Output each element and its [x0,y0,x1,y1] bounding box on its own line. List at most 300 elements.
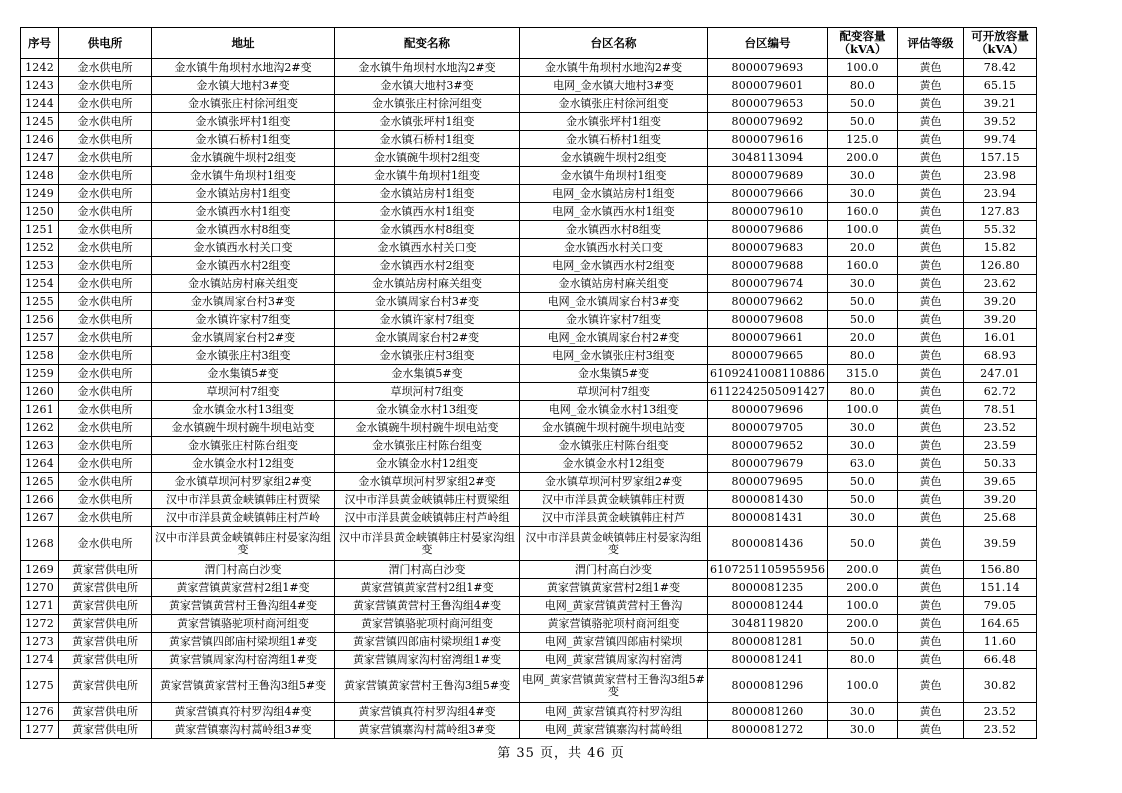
cell-index: 1272 [21,615,59,633]
cell-open-capacity: 23.52 [964,703,1037,721]
table-row [21,491,1037,509]
cell-open-capacity: 50.33 [964,455,1037,473]
cell-address: 黄家营镇黄营村王鲁沟组4#变 [152,597,335,615]
cell-open-capacity: 39.20 [964,491,1037,509]
cell-open-capacity: 99.74 [964,131,1037,149]
cell-area-code: 8000079662 [708,293,828,311]
cell-transformer-name: 金水镇张坪村1组变 [335,113,520,131]
cell-index: 1247 [21,149,59,167]
cell-index: 1268 [21,527,59,561]
table-row [21,275,1037,293]
cell-capacity: 30.0 [828,167,898,185]
cell-station: 金水供电所 [59,59,152,77]
cell-capacity: 100.0 [828,597,898,615]
cell-area-name: 金水镇牛角坝村1组变 [520,167,708,185]
cell-index: 1254 [21,275,59,293]
table-row [21,703,1037,721]
cell-rating: 黄色 [898,455,964,473]
cell-station: 金水供电所 [59,491,152,509]
cell-capacity: 100.0 [828,669,898,703]
table-row [21,597,1037,615]
cell-area-code: 8000079683 [708,239,828,257]
cell-area-name: 金水镇碗牛坝村碗牛坝电站变 [520,419,708,437]
cell-index: 1260 [21,383,59,401]
table-row [21,527,1037,561]
cell-rating: 黄色 [898,437,964,455]
cell-capacity: 63.0 [828,455,898,473]
cell-area-name: 汉中市洋县黄金峡镇韩庄村晏家沟组变 [520,527,708,561]
cell-address: 金水镇西水村关口变 [152,239,335,257]
cell-rating: 黄色 [898,473,964,491]
header-transformer-name: 配变名称 [335,28,520,59]
table-body [21,59,1037,739]
table-row [21,561,1037,579]
cell-transformer-name: 金水镇站房村麻关组变 [335,275,520,293]
cell-index: 1275 [21,669,59,703]
header-rating: 评估等级 [898,28,964,59]
cell-capacity: 20.0 [828,239,898,257]
cell-area-name: 电网_黄家营镇黄营村王鲁沟 [520,597,708,615]
cell-station: 黄家营供电所 [59,561,152,579]
cell-address: 金水镇碗牛坝村碗牛坝电站变 [152,419,335,437]
cell-area-code: 8000081296 [708,669,828,703]
cell-station: 金水供电所 [59,311,152,329]
cell-open-capacity: 16.01 [964,329,1037,347]
cell-area-code: 6107251105955956 [708,561,828,579]
cell-open-capacity: 66.48 [964,651,1037,669]
cell-address: 金水镇张庄村3组变 [152,347,335,365]
cell-open-capacity: 62.72 [964,383,1037,401]
cell-transformer-name: 金水镇牛角坝村1组变 [335,167,520,185]
cell-open-capacity: 127.83 [964,203,1037,221]
cell-index: 1252 [21,239,59,257]
cell-address: 汉中市洋县黄金峡镇韩庄村芦岭 [152,509,335,527]
cell-area-code: 3048119820 [708,615,828,633]
cell-address: 金水镇站房村1组变 [152,185,335,203]
table-row [21,579,1037,597]
table-row [21,131,1037,149]
cell-transformer-name: 汉中市洋县黄金峡镇韩庄村芦岭组 [335,509,520,527]
table-row [21,455,1037,473]
cell-station: 金水供电所 [59,113,152,131]
cell-area-code: 8000079696 [708,401,828,419]
cell-index: 1263 [21,437,59,455]
cell-area-name: 电网_金水镇张庄村3组变 [520,347,708,365]
cell-area-name: 电网_黄家营镇真符村罗沟组 [520,703,708,721]
cell-rating: 黄色 [898,669,964,703]
table-row [21,239,1037,257]
cell-index: 1245 [21,113,59,131]
cell-transformer-name: 黄家营镇黄营村王鲁沟组4#变 [335,597,520,615]
cell-open-capacity: 30.82 [964,669,1037,703]
cell-open-capacity: 23.59 [964,437,1037,455]
cell-rating: 黄色 [898,95,964,113]
cell-area-name: 金水镇草坝河村罗家组2#变 [520,473,708,491]
table-row [21,347,1037,365]
cell-station: 黄家营供电所 [59,579,152,597]
table-row [21,77,1037,95]
cell-rating: 黄色 [898,561,964,579]
table-row [21,185,1037,203]
table-row [21,113,1037,131]
cell-capacity: 80.0 [828,347,898,365]
cell-address: 金水镇大地村3#变 [152,77,335,95]
header-address: 地址 [152,28,335,59]
cell-open-capacity: 23.94 [964,185,1037,203]
cell-address: 汉中市洋县黄金峡镇韩庄村贾梁 [152,491,335,509]
cell-index: 1258 [21,347,59,365]
table-row [21,633,1037,651]
cell-capacity: 315.0 [828,365,898,383]
cell-area-code: 8000081436 [708,527,828,561]
cell-capacity: 200.0 [828,579,898,597]
cell-rating: 黄色 [898,257,964,275]
cell-address: 金水镇牛角坝村1组变 [152,167,335,185]
cell-area-name: 黄家营镇黄家营村2组1#变 [520,579,708,597]
cell-capacity: 80.0 [828,77,898,95]
cell-index: 1255 [21,293,59,311]
cell-rating: 黄色 [898,239,964,257]
cell-open-capacity: 164.65 [964,615,1037,633]
cell-index: 1276 [21,703,59,721]
cell-rating: 黄色 [898,651,964,669]
cell-area-name: 金水镇许家村7组变 [520,311,708,329]
cell-area-code: 8000081430 [708,491,828,509]
cell-area-code: 8000079653 [708,95,828,113]
cell-station: 黄家营供电所 [59,615,152,633]
cell-index: 1246 [21,131,59,149]
cell-open-capacity: 23.98 [964,167,1037,185]
cell-area-name: 金水镇牛角坝村水地沟2#变 [520,59,708,77]
cell-transformer-name: 黄家营镇寨沟村蒿岭组3#变 [335,721,520,739]
cell-index: 1243 [21,77,59,95]
cell-transformer-name: 金水镇草坝河村罗家组2#变 [335,473,520,491]
cell-area-name: 电网_黄家营镇四郎庙村梁坝 [520,633,708,651]
table-row [21,293,1037,311]
cell-capacity: 50.0 [828,95,898,113]
cell-area-name: 汉中市洋县黄金峡镇韩庄村芦 [520,509,708,527]
cell-area-name: 汉中市洋县黄金峡镇韩庄村贾 [520,491,708,509]
cell-capacity: 160.0 [828,203,898,221]
header-row [21,28,1037,59]
cell-capacity: 50.0 [828,491,898,509]
cell-address: 金水镇碗牛坝村2组变 [152,149,335,167]
cell-capacity: 50.0 [828,633,898,651]
cell-station: 金水供电所 [59,131,152,149]
cell-open-capacity: 55.32 [964,221,1037,239]
cell-capacity: 50.0 [828,293,898,311]
cell-area-name: 金水镇张庄村陈台组变 [520,437,708,455]
cell-area-name: 金水镇西水村8组变 [520,221,708,239]
cell-area-code: 8000079616 [708,131,828,149]
cell-transformer-name: 黄家营镇黄家营村王鲁沟3组5#变 [335,669,520,703]
cell-station: 黄家营供电所 [59,633,152,651]
cell-transformer-name: 金水镇碗牛坝村2组变 [335,149,520,167]
cell-rating: 黄色 [898,167,964,185]
cell-address: 黄家营镇黄家营村王鲁沟3组5#变 [152,669,335,703]
cell-area-name: 金水镇石桥村1组变 [520,131,708,149]
cell-index: 1262 [21,419,59,437]
table-row [21,383,1037,401]
cell-transformer-name: 金水镇金水村13组变 [335,401,520,419]
cell-station: 黄家营供电所 [59,597,152,615]
cell-transformer-name: 黄家营镇骆驼项村商河组变 [335,615,520,633]
cell-transformer-name: 金水镇金水村12组变 [335,455,520,473]
cell-rating: 黄色 [898,597,964,615]
cell-open-capacity: 23.52 [964,419,1037,437]
cell-address: 黄家营镇骆驼项村商河组变 [152,615,335,633]
cell-rating: 黄色 [898,615,964,633]
cell-index: 1253 [21,257,59,275]
cell-index: 1264 [21,455,59,473]
table-row [21,95,1037,113]
cell-rating: 黄色 [898,721,964,739]
cell-area-code: 8000081241 [708,651,828,669]
cell-area-name: 金水镇西水村关口变 [520,239,708,257]
cell-open-capacity: 79.05 [964,597,1037,615]
cell-capacity: 30.0 [828,721,898,739]
table-row [21,365,1037,383]
cell-address: 金水镇站房村麻关组变 [152,275,335,293]
cell-transformer-name: 黄家营镇真符村罗沟组4#变 [335,703,520,721]
cell-capacity: 80.0 [828,651,898,669]
cell-transformer-name: 黄家营镇周家沟村窑湾组1#变 [335,651,520,669]
capacity-table-sheet [20,27,1036,739]
cell-area-code: 8000079705 [708,419,828,437]
cell-address: 金水镇金水村13组变 [152,401,335,419]
cell-open-capacity: 65.15 [964,77,1037,95]
cell-transformer-name: 金水镇西水村关口变 [335,239,520,257]
cell-area-code: 8000079661 [708,329,828,347]
cell-transformer-name: 渭门村高白沙变 [335,561,520,579]
cell-capacity: 200.0 [828,615,898,633]
header-index: 序号 [21,28,59,59]
cell-address: 金水镇西水村1组变 [152,203,335,221]
cell-station: 金水供电所 [59,419,152,437]
cell-index: 1244 [21,95,59,113]
cell-station: 金水供电所 [59,473,152,491]
cell-transformer-name: 金水集镇5#变 [335,365,520,383]
cell-open-capacity: 157.15 [964,149,1037,167]
table-row [21,401,1037,419]
cell-station: 金水供电所 [59,455,152,473]
cell-open-capacity: 247.01 [964,365,1037,383]
cell-index: 1250 [21,203,59,221]
cell-rating: 黄色 [898,149,964,167]
cell-transformer-name: 金水镇周家台村2#变 [335,329,520,347]
cell-index: 1267 [21,509,59,527]
cell-address: 渭门村高白沙变 [152,561,335,579]
cell-open-capacity: 23.62 [964,275,1037,293]
cell-capacity: 20.0 [828,329,898,347]
cell-open-capacity: 39.59 [964,527,1037,561]
table-row [21,721,1037,739]
cell-transformer-name: 草坝河村7组变 [335,383,520,401]
cell-index: 1265 [21,473,59,491]
cell-address: 金水镇草坝河村罗家组2#变 [152,473,335,491]
table-row [21,651,1037,669]
cell-rating: 黄色 [898,275,964,293]
cell-station: 金水供电所 [59,95,152,113]
cell-station: 金水供电所 [59,383,152,401]
cell-area-name: 金水镇张庄村徐河组变 [520,95,708,113]
cell-open-capacity: 39.65 [964,473,1037,491]
cell-open-capacity: 151.14 [964,579,1037,597]
table-row [21,221,1037,239]
cell-address: 金水镇周家台村2#变 [152,329,335,347]
cell-area-code: 8000079674 [708,275,828,293]
cell-area-name: 草坝河村7组变 [520,383,708,401]
cell-transformer-name: 金水镇张庄村徐河组变 [335,95,520,113]
cell-area-name: 电网_黄家营镇黄家营村王鲁沟3组5#变 [520,669,708,703]
cell-area-code: 8000081260 [708,703,828,721]
cell-address: 金水镇西水村8组变 [152,221,335,239]
table-row [21,419,1037,437]
cell-transformer-name: 金水镇西水村8组变 [335,221,520,239]
cell-capacity: 200.0 [828,561,898,579]
table-row [21,311,1037,329]
cell-area-name: 电网_黄家营镇寨沟村蒿岭组 [520,721,708,739]
cell-capacity: 100.0 [828,221,898,239]
cell-station: 金水供电所 [59,77,152,95]
cell-capacity: 30.0 [828,703,898,721]
cell-area-code: 8000081235 [708,579,828,597]
cell-capacity: 30.0 [828,275,898,293]
table-row [21,615,1037,633]
cell-capacity: 160.0 [828,257,898,275]
cell-index: 1259 [21,365,59,383]
cell-area-code: 8000079692 [708,113,828,131]
cell-address: 金水镇许家村7组变 [152,311,335,329]
cell-index: 1261 [21,401,59,419]
cell-rating: 黄色 [898,185,964,203]
cell-address: 金水镇牛角坝村水地沟2#变 [152,59,335,77]
cell-address: 金水镇金水村12组变 [152,455,335,473]
cell-area-code: 6109241008110886 [708,365,828,383]
cell-rating: 黄色 [898,491,964,509]
cell-open-capacity: 39.20 [964,311,1037,329]
cell-capacity: 50.0 [828,473,898,491]
cell-open-capacity: 39.52 [964,113,1037,131]
cell-area-code: 8000079666 [708,185,828,203]
cell-station: 黄家营供电所 [59,721,152,739]
cell-rating: 黄色 [898,509,964,527]
cell-open-capacity: 156.80 [964,561,1037,579]
table-row [21,437,1037,455]
cell-transformer-name: 金水镇牛角坝村水地沟2#变 [335,59,520,77]
cell-transformer-name: 金水镇石桥村1组变 [335,131,520,149]
cell-area-name: 电网_金水镇金水村13组变 [520,401,708,419]
cell-area-code: 8000081281 [708,633,828,651]
cell-index: 1277 [21,721,59,739]
cell-capacity: 200.0 [828,149,898,167]
cell-area-name: 黄家营镇骆驼项村商河组变 [520,615,708,633]
cell-rating: 黄色 [898,401,964,419]
cell-address: 金水镇张庄村徐河组变 [152,95,335,113]
cell-station: 黄家营供电所 [59,703,152,721]
cell-area-name: 渭门村高白沙变 [520,561,708,579]
cell-station: 金水供电所 [59,239,152,257]
cell-area-code: 8000081272 [708,721,828,739]
cell-station: 金水供电所 [59,185,152,203]
table-row [21,473,1037,491]
cell-index: 1271 [21,597,59,615]
header-area-code: 台区编号 [708,28,828,59]
cell-open-capacity: 15.82 [964,239,1037,257]
cell-address: 金水镇周家台村3#变 [152,293,335,311]
cell-rating: 黄色 [898,329,964,347]
cell-area-code: 8000079610 [708,203,828,221]
cell-rating: 黄色 [898,383,964,401]
cell-rating: 黄色 [898,113,964,131]
cell-rating: 黄色 [898,419,964,437]
cell-index: 1251 [21,221,59,239]
cell-address: 黄家营镇周家沟村窑湾组1#变 [152,651,335,669]
cell-open-capacity: 126.80 [964,257,1037,275]
cell-rating: 黄色 [898,703,964,721]
cell-address: 金水镇石桥村1组变 [152,131,335,149]
cell-rating: 黄色 [898,59,964,77]
cell-rating: 黄色 [898,77,964,95]
cell-rating: 黄色 [898,203,964,221]
cell-transformer-name: 金水镇张庄村3组变 [335,347,520,365]
cell-capacity: 30.0 [828,185,898,203]
cell-transformer-name: 汉中市洋县黄金峡镇韩庄村贾梁组 [335,491,520,509]
cell-index: 1242 [21,59,59,77]
table-row [21,59,1037,77]
table-row [21,669,1037,703]
cell-open-capacity: 78.51 [964,401,1037,419]
cell-station: 金水供电所 [59,365,152,383]
cell-transformer-name: 黄家营镇黄家营村2组1#变 [335,579,520,597]
cell-area-code: 8000079686 [708,221,828,239]
table-row [21,149,1037,167]
cell-transformer-name: 金水镇周家台村3#变 [335,293,520,311]
cell-rating: 黄色 [898,131,964,149]
cell-open-capacity: 68.93 [964,347,1037,365]
cell-rating: 黄色 [898,293,964,311]
cell-open-capacity: 25.68 [964,509,1037,527]
cell-address: 金水镇西水村2组变 [152,257,335,275]
cell-area-code: 8000079688 [708,257,828,275]
cell-station: 黄家营供电所 [59,669,152,703]
cell-station: 金水供电所 [59,401,152,419]
cell-area-name: 金水镇张坪村1组变 [520,113,708,131]
cell-capacity: 50.0 [828,311,898,329]
cell-transformer-name: 金水镇站房村1组变 [335,185,520,203]
cell-index: 1249 [21,185,59,203]
cell-area-name: 电网_黄家营镇周家沟村窑湾 [520,651,708,669]
cell-capacity: 50.0 [828,527,898,561]
cell-address: 黄家营镇真符村罗沟组4#变 [152,703,335,721]
table-row [21,167,1037,185]
cell-capacity: 50.0 [828,113,898,131]
cell-address: 金水集镇5#变 [152,365,335,383]
header-capacity: 配变容量（kVA） [828,28,898,59]
cell-transformer-name: 金水镇许家村7组变 [335,311,520,329]
cell-area-code: 8000081431 [708,509,828,527]
cell-area-code: 8000079679 [708,455,828,473]
cell-area-name: 电网_金水镇西水村1组变 [520,203,708,221]
cell-transformer-name: 金水镇张庄村陈台组变 [335,437,520,455]
cell-address: 黄家营镇寨沟村蒿岭组3#变 [152,721,335,739]
cell-station: 金水供电所 [59,275,152,293]
cell-rating: 黄色 [898,221,964,239]
cell-index: 1269 [21,561,59,579]
cell-address: 金水镇张庄村陈台组变 [152,437,335,455]
cell-transformer-name: 黄家营镇四郎庙村梁坝组1#变 [335,633,520,651]
cell-transformer-name: 金水镇碗牛坝村碗牛坝电站变 [335,419,520,437]
